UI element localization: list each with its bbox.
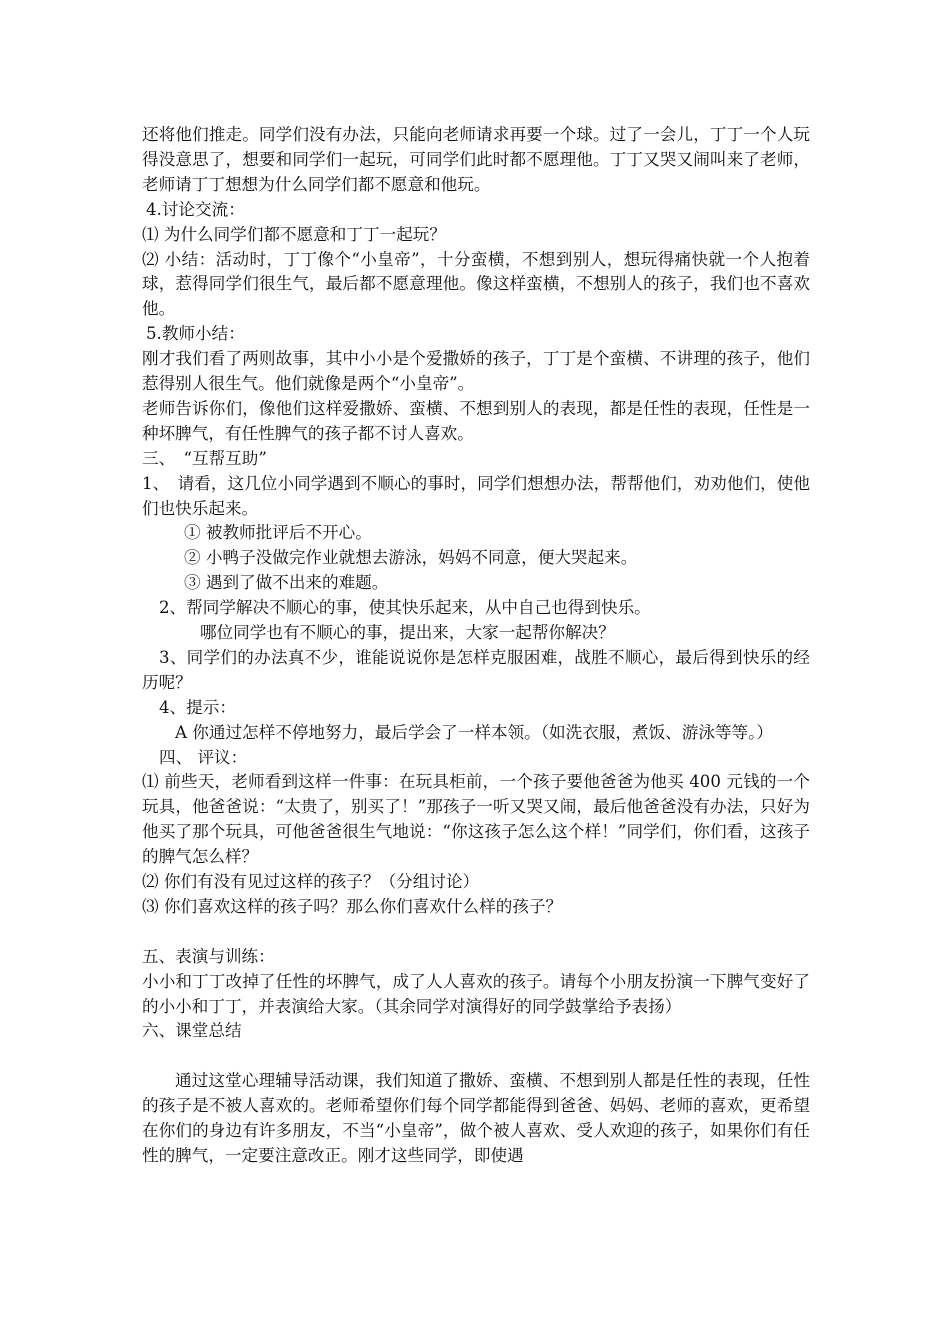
heading-discussion: 4.讨论交流： <box>146 199 245 219</box>
teacher-summary-paragraph-1: 刚才我们看了两则故事，其中小小是个爱撒娇的孩子，丁丁是个蛮横、不讲理的孩子，他们惹得别人很生气。他们就像是两个“小皇帝”。 <box>142 349 810 394</box>
section-6-heading: 六、课堂总结 <box>142 1021 242 1041</box>
section-3-subitem-c: ③ 遇到了做不出来的难题。 <box>184 573 389 593</box>
heading-teacher-summary: 5.教师小结： <box>146 324 245 344</box>
spacer <box>142 920 810 945</box>
section-3-item-4-hint: A 你通过怎样不停地努力，最后学会了一样本领。（如洗衣服，煮饭、游泳等等。） <box>175 722 774 742</box>
intro-paragraph: 还将他们推走。同学们没有办法，只能向老师请求再要一个球。过了一会儿，丁丁一个人玩得没意思了，想要和同学们一起玩，可同学们此时都不愿理他。丁丁又哭又闹叫来了老师，老师请丁丁想想为什么同学们都不愿意和他玩。 <box>142 125 810 194</box>
section-3-item-2: 2、帮同学解决不顺心的事，使其快乐起来，从中自己也得到快乐。 <box>159 598 651 618</box>
section-3-item-2-detail: 哪位同学也有不顺心的事，提出来，大家一起帮你解决？ <box>200 623 615 643</box>
discussion-summary: ⑵ 小结：活动时，丁丁像个“小皇帝”，十分蛮横，不想到别人，想玩得痛快就一个人抱着球，惹得同学们很生气，最后都不愿意理他。像这样蛮横，不想别人的孩子，我们也不喜欢他。 <box>142 249 810 319</box>
section-4-item-1: ⑴ 前些天，老师看到这样一件事：在玩具柜前，一个孩子要他爸爸为他买 400 元钱的一个玩具，他爸爸说：“太贵了，别买了！”那孩子一听又哭又闹，最后他爸爸没有办法，只好为他买了那个玩具，可他爸爸很生气地说：“你这孩子怎么这个样！”同学们，你们看，这孩子的脾气怎么样？ <box>142 772 810 867</box>
spacer <box>142 1044 810 1069</box>
section-4-heading: 四、 评议： <box>159 747 248 767</box>
discussion-question-1: ⑴ 为什么同学们都不愿意和丁丁一起玩？ <box>142 224 446 244</box>
section-6-paragraph: 通过这堂心理辅导活动课，我们知道了撒娇、蛮横、不想到别人都是任性的表现，任性的孩子是不被人喜欢的。老师希望你们每个同学都能得到爸爸、妈妈、老师的喜欢，更希望在你们的身边有许多朋友，不当“小皇帝”，做个被人喜欢、受人欢迎的孩子，如果你们有任性的脾气，一定要注意改正。刚才这些同学，即使遇 <box>142 1071 810 1165</box>
section-5-paragraph: 小小和丁丁改掉了任性的坏脾气，成了人人喜欢的孩子。请每个小朋友扮演一下脾气变好了的小小和丁丁，并表演给大家。（其余同学对演得好的同学鼓掌给予表扬） <box>142 971 810 1016</box>
teacher-summary-paragraph-2: 老师告诉你们，像他们这样爱撒娇、蛮横、不想到别人的表现，都是任性的表现，任性是一种坏脾气，有任性脾气的孩子都不讨人喜欢。 <box>142 398 810 443</box>
section-3-subitem-a: ① 被教师批评后不开心。 <box>184 523 372 543</box>
section-3-item-3: 3、同学们的办法真不少，谁能说说你是怎样克服困难，战胜不顺心，最后得到快乐的经历呢？ <box>142 647 810 692</box>
section-3-item-4: 4、提示： <box>159 697 236 717</box>
section-5-heading: 五、表演与训练： <box>142 946 275 966</box>
section-3-subitem-b: ② 小鸭子没做完作业就想去游泳，妈妈不同意，便大哭起来。 <box>184 548 638 568</box>
document-page <box>142 123 810 1169</box>
section-3-heading: 三、 “互帮互助” <box>142 448 267 468</box>
section-4-item-2: ⑵ 你们有没有见过这样的孩子？（分组讨论） <box>142 872 480 892</box>
section-4-item-3: ⑶ 你们喜欢这样的孩子吗？那么你们喜欢什么样的孩子？ <box>142 896 563 916</box>
section-3-item-1: 1、 请看，这几位小同学遇到不顺心的事时，同学们想想办法，帮帮他们，劝劝他们，使他们也快乐起来。 <box>142 473 810 518</box>
